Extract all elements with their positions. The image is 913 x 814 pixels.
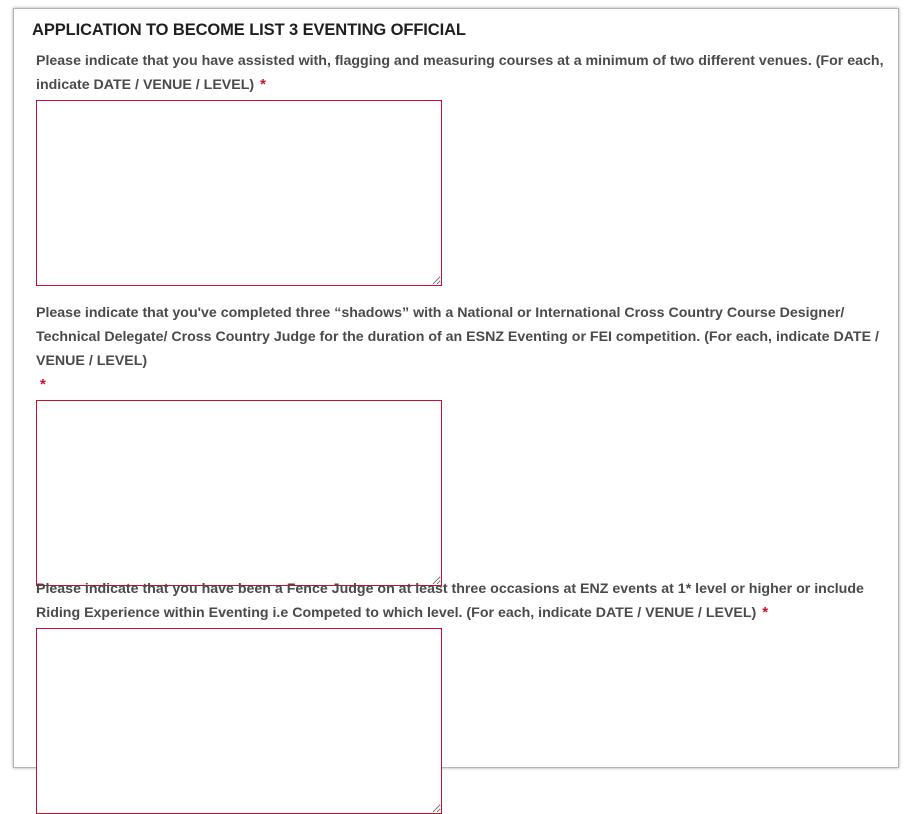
field-label-text: Please indicate that you have been a Fence Judge on at least three occasions at ENZ events at 1* level or higher or include Riding Experience within Eventing i.e Competed to which level. (For each, indicate DATE / VENUE / LEVEL): [36, 581, 864, 621]
application-form-panel: [13, 8, 899, 768]
form-title: APPLICATION TO BECOME LIST 3 EVENTING OFFICIAL: [32, 21, 466, 39]
field-label-text: Please indicate that you've completed three “shadows” with a National or International Cross Country Course Designer/ Technical Delegate/ Cross Country Judge for the duration of an ESNZ Eventing or FEI competition. (For each, indicate DATE / VENUE / LEVEL): [36, 305, 879, 369]
fence-judge-textarea[interactable]: [36, 628, 442, 814]
field-label: [36, 301, 886, 397]
field-fence-judge: [36, 577, 886, 814]
required-asterisk: *: [260, 76, 266, 93]
field-shadows: [36, 301, 886, 586]
field-label-text: Please indicate that you have assisted with, flagging and measuring courses at a minimum of two different venues. (For each, indicate DATE / VENUE / LEVEL): [36, 53, 884, 93]
field-course-flagging: [36, 49, 886, 286]
field-label: [36, 49, 886, 97]
course-flagging-textarea[interactable]: [36, 100, 442, 286]
shadows-textarea[interactable]: [36, 400, 442, 586]
field-label: [36, 577, 886, 625]
required-asterisk: *: [762, 604, 769, 621]
required-asterisk: *: [40, 376, 46, 393]
